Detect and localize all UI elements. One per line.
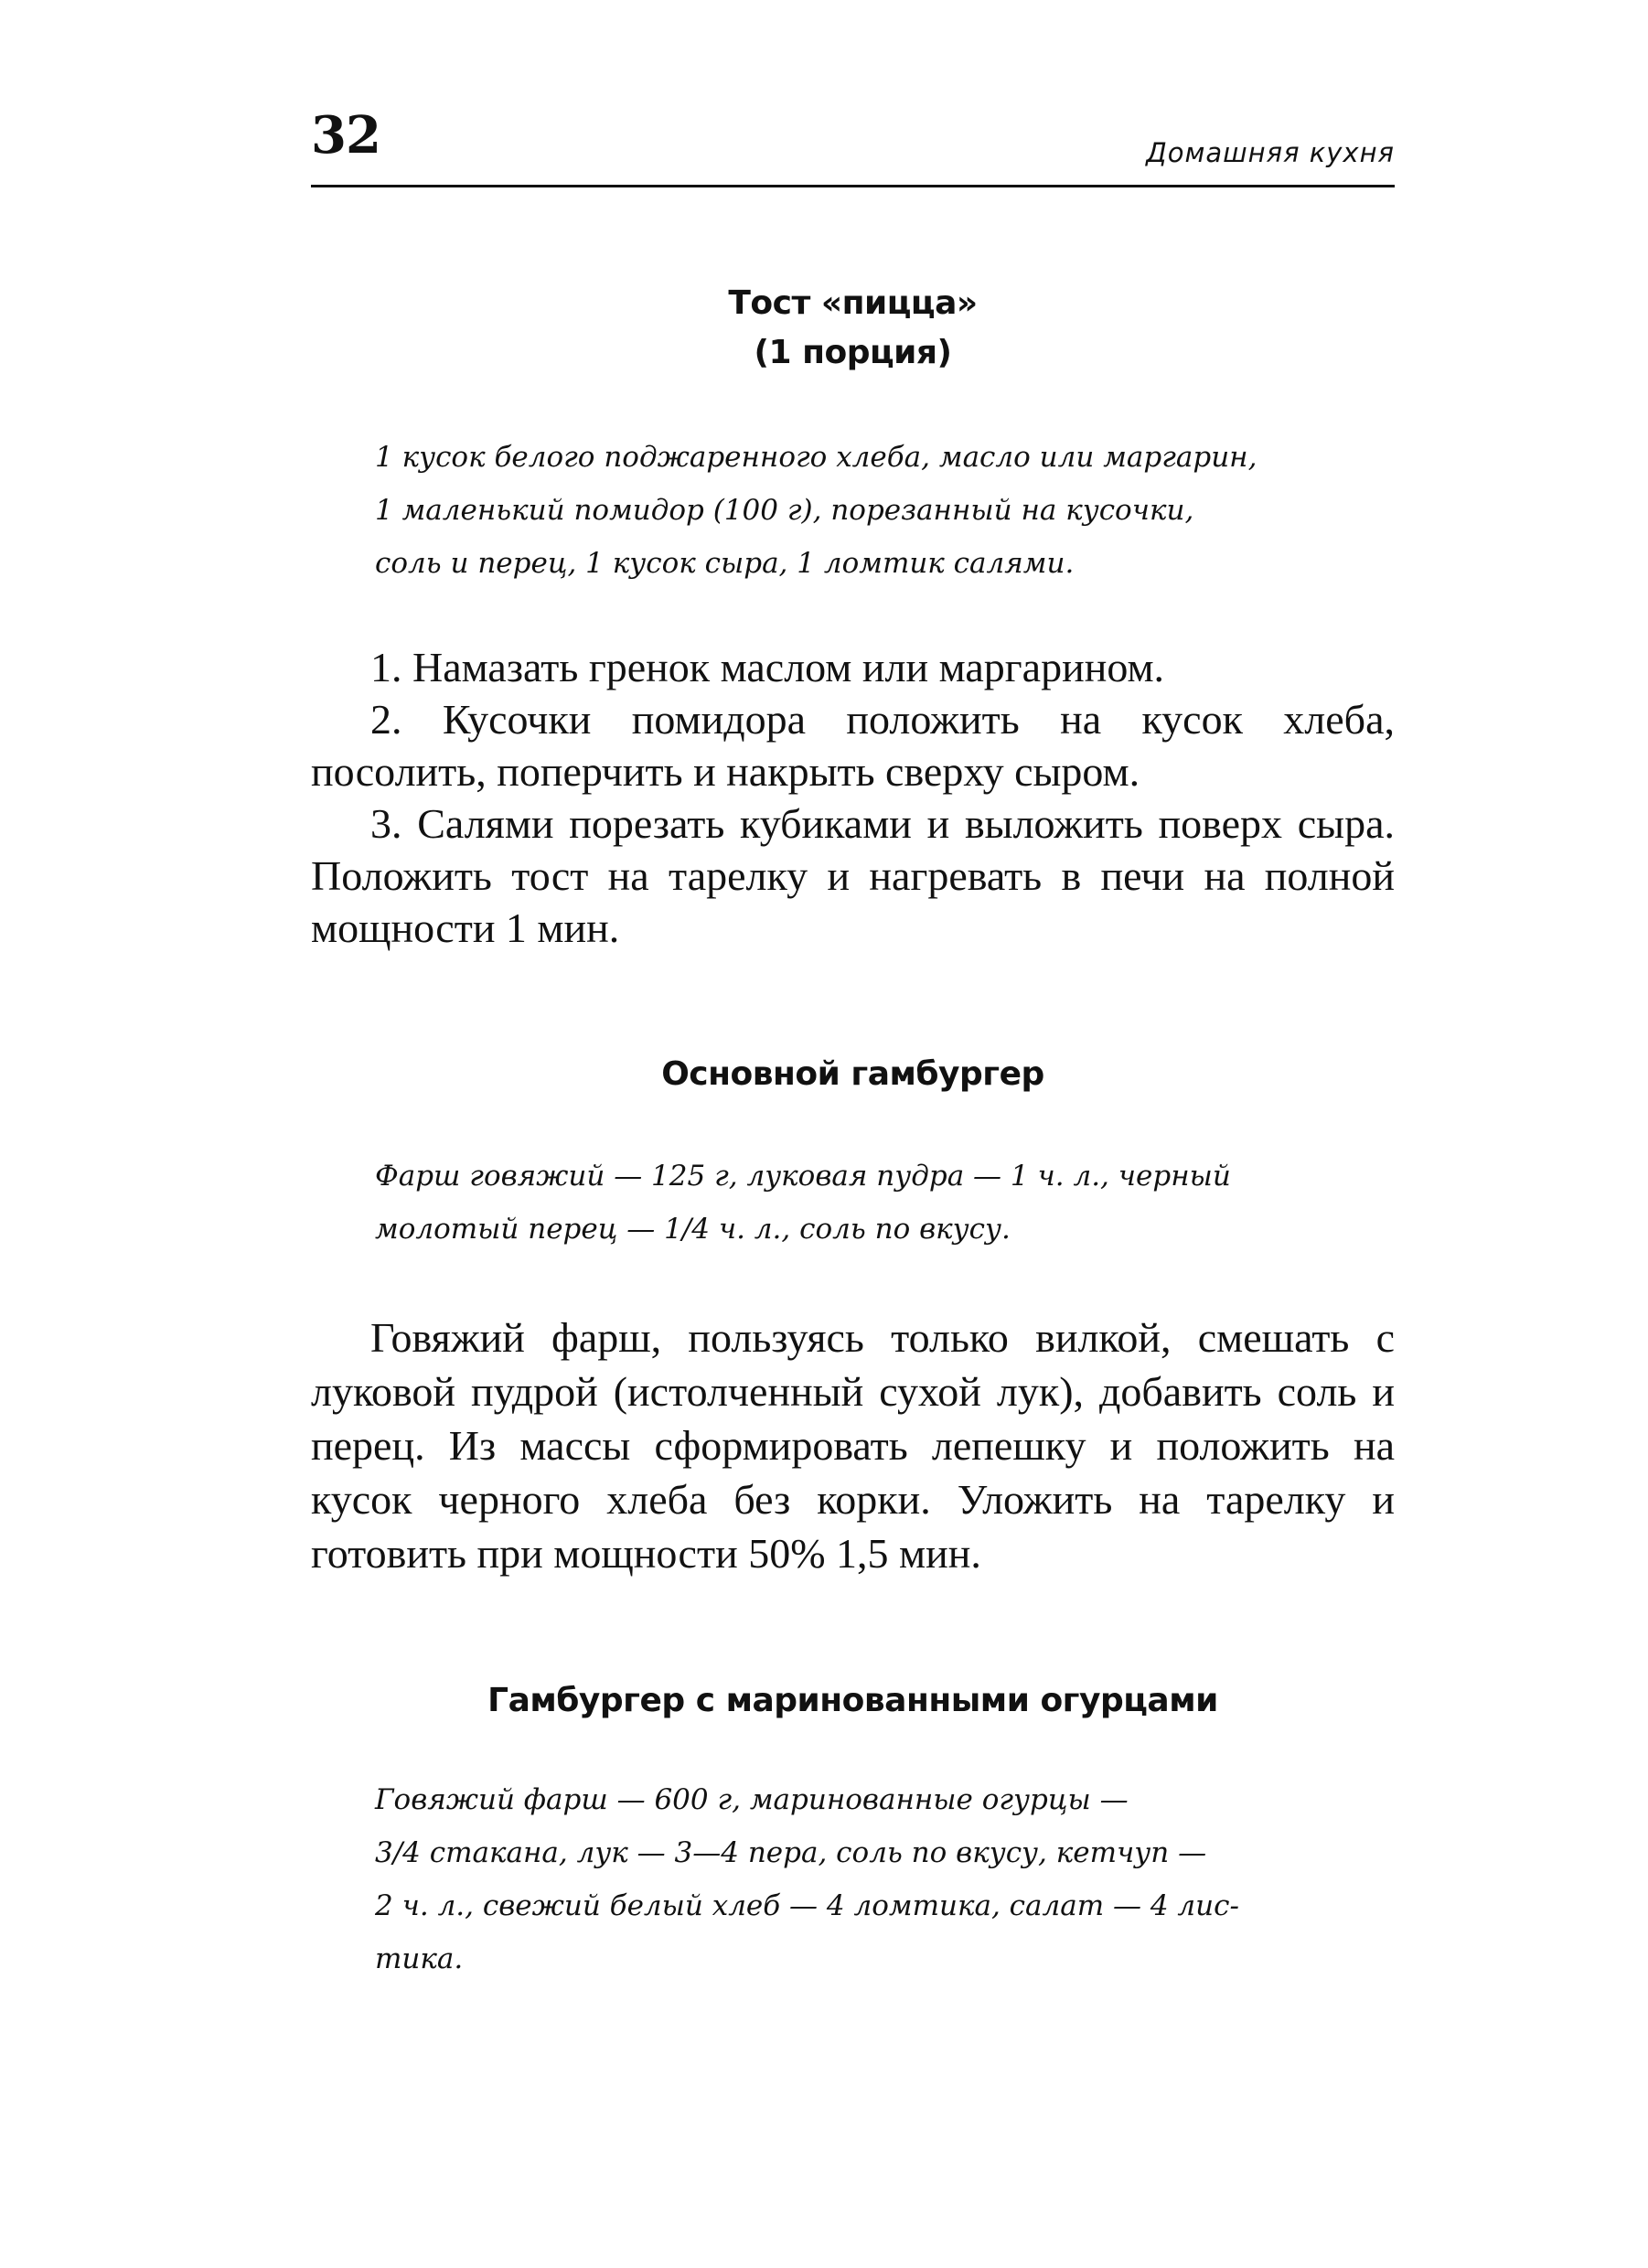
- ingredients-line: Говяжий фарш — 600 г, маринованные огурцы —: [375, 1783, 1129, 1816]
- recipe-title: [311, 279, 1395, 378]
- ingredients-list: [375, 1150, 1344, 1256]
- recipe-pizza-toast: [311, 279, 1395, 954]
- ingredients-line: 1 маленький помидор (100 г), порезанный на кусочки,: [375, 494, 1194, 527]
- recipe-title: Гамбургер с маринованными огурцами: [487, 1682, 1218, 1719]
- steps-list: [311, 641, 1395, 954]
- recipe-title-line: Тост «пицца»: [728, 284, 978, 322]
- page-number: 32: [311, 105, 380, 166]
- step-2: 2. Кусочки помидора положить на кусок хлеба, посолить, поперчить и накрыть сверху сыром.: [311, 696, 1395, 795]
- ingredients-line: 1 кусок белого поджаренного хлеба, масло или маргарин,: [375, 441, 1257, 474]
- ingredients-line: 3/4 стакана, лук — 3—4 пера, соль по вкусу, кетчуп —: [375, 1836, 1207, 1869]
- ingredients-line: тика.: [375, 1942, 464, 1975]
- ingredients-line: молотый перец — 1/4 ч. л., соль по вкусу.: [375, 1213, 1011, 1246]
- step-3: 3. Салями порезать кубиками и выложить поверх сыра. Положить тост на тарелку и нагревать в печи на полной мощности 1 мин.: [311, 800, 1395, 951]
- ingredients-line: Фарш говяжий — 125 г, луковая пудра — 1 ч. л., черный: [375, 1160, 1231, 1193]
- page-header: [311, 101, 1395, 187]
- ingredients-list: [375, 431, 1344, 590]
- book-page: [311, 101, 1395, 1985]
- ingredients-line: 2 ч. л., свежий белый хлеб — 4 ломтика, салат — 4 лис-: [375, 1889, 1239, 1922]
- ingredients-list: [375, 1773, 1344, 1985]
- recipe-servings: (1 порция): [754, 334, 952, 371]
- recipe-pickle-hamburger: [311, 1676, 1395, 1985]
- recipe-instructions: Говяжий фарш, пользуясь только вилкой, смешать с луковой пудрой (истолченный сухой лук), добавить соль и перец. Из массы сформировать лепешку и положить на кусок черного хлеба без корки. Уложить на тарелку и готовить при мощности 50% 1,5 мин.: [311, 1314, 1395, 1577]
- ingredients-line: соль и перец, 1 кусок сыра, 1 ломтик салями.: [375, 547, 1075, 580]
- recipe-title: Основной гамбургер: [661, 1055, 1044, 1093]
- running-head: Домашняя кухня: [1146, 137, 1395, 168]
- recipe-basic-hamburger: [311, 1050, 1395, 1580]
- step-1: 1. Намазать гренок маслом или маргарином.: [370, 644, 1165, 690]
